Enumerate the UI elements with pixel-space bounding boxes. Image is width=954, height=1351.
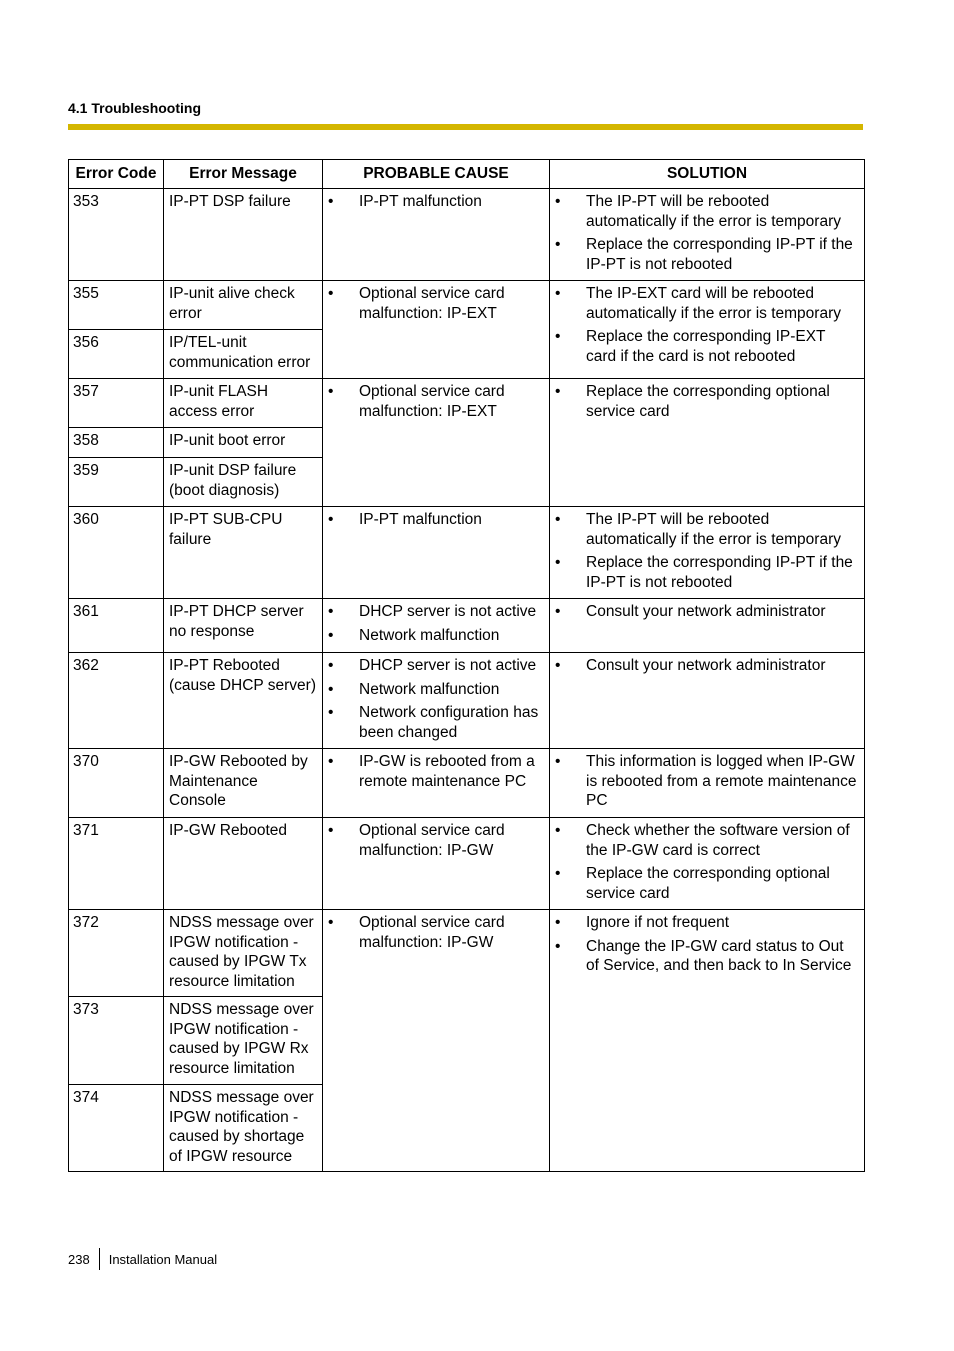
solution-list-item: • Ignore if not frequent <box>555 913 859 933</box>
solution-list <box>555 913 859 976</box>
probable-cause-cell <box>323 281 550 379</box>
error-code-cell: 358 <box>69 428 164 458</box>
probable-cause-cell <box>323 749 550 818</box>
solution-list <box>555 192 859 274</box>
error-message-cell: IP-GW Rebooted by Maintenance Console <box>164 749 323 818</box>
table-row <box>69 818 865 910</box>
error-message-cell: IP-PT Rebooted (cause DHCP server) <box>164 653 323 749</box>
cause-list-item: • Optional service card malfunction: IP-GW <box>328 913 544 952</box>
column-header-solution: SOLUTION <box>550 160 865 189</box>
solution-list-item: • Consult your network administrator <box>555 602 859 622</box>
solution-list-item: • Check whether the software version of the IP-GW card is correct <box>555 821 859 860</box>
cause-list-item: • DHCP server is not active <box>328 656 544 676</box>
solution-list <box>555 821 859 903</box>
error-code-cell: 361 <box>69 599 164 653</box>
solution-cell <box>550 379 865 507</box>
probable-cause-cell <box>323 818 550 910</box>
solution-list-item: • The IP-EXT card will be rebooted automatically if the error is temporary <box>555 284 859 323</box>
solution-list-item: • Replace the corresponding IP-EXT card if the card is not rebooted <box>555 327 859 366</box>
table-row <box>69 189 865 281</box>
solution-list <box>555 510 859 592</box>
error-message-cell: IP-GW Rebooted <box>164 818 323 910</box>
error-message-cell: IP-unit FLASH access error <box>164 379 323 428</box>
solution-list-item: • Change the IP-GW card status to Out of Service, and then back to In Service <box>555 937 859 976</box>
error-message-cell: NDSS message over IPGW notification - caused by shortage of IPGW resource <box>164 1085 323 1172</box>
error-message-cell: IP-unit DSP failure (boot diagnosis) <box>164 458 323 507</box>
error-message-cell: NDSS message over IPGW notification - caused by IPGW Tx resource limitation <box>164 910 323 997</box>
table-row <box>69 910 865 997</box>
cause-list <box>328 602 544 645</box>
error-message-cell: NDSS message over IPGW notification - caused by IPGW Rx resource limitation <box>164 997 323 1085</box>
error-table <box>68 159 865 1172</box>
solution-list-item: • This information is logged when IP-GW is rebooted from a remote maintenance PC <box>555 752 859 811</box>
error-code-cell: 370 <box>69 749 164 818</box>
cause-list-item: • IP-PT malfunction <box>328 510 544 530</box>
solution-cell <box>550 189 865 281</box>
cause-list-item: • Network configuration has been changed <box>328 703 544 742</box>
cause-list <box>328 913 544 952</box>
table-row <box>69 653 865 749</box>
solution-list-item: • The IP-PT will be rebooted automatically if the error is temporary <box>555 510 859 549</box>
cause-list <box>328 284 544 323</box>
error-code-cell: 360 <box>69 507 164 599</box>
table-header-row <box>69 160 865 189</box>
solution-list-item: • Replace the corresponding optional service card <box>555 864 859 903</box>
solution-cell <box>550 281 865 379</box>
error-message-cell: IP/TEL-unit communication error <box>164 330 323 379</box>
cause-list <box>328 510 544 530</box>
error-code-cell: 356 <box>69 330 164 379</box>
probable-cause-cell <box>323 379 550 507</box>
solution-list-item: • The IP-PT will be rebooted automatically if the error is temporary <box>555 192 859 231</box>
cause-list <box>328 752 544 791</box>
probable-cause-cell <box>323 599 550 653</box>
solution-cell <box>550 818 865 910</box>
solution-list <box>555 602 859 622</box>
table-body <box>69 189 865 1172</box>
error-message-cell: IP-PT SUB-CPU failure <box>164 507 323 599</box>
solution-cell <box>550 749 865 818</box>
error-code-cell: 371 <box>69 818 164 910</box>
page-footer <box>68 1248 217 1270</box>
cause-list-item: • Network malfunction <box>328 626 544 646</box>
solution-list-item: • Replace the corresponding IP-PT if the IP-PT is not rebooted <box>555 235 859 274</box>
cause-list-item: • Optional service card malfunction: IP-GW <box>328 821 544 860</box>
cause-list <box>328 656 544 742</box>
section-title: 4.1 Troubleshooting <box>68 100 202 116</box>
cause-list-item: • Optional service card malfunction: IP-EXT <box>328 284 544 323</box>
cause-list-item: • IP-GW is rebooted from a remote maintenance PC <box>328 752 544 791</box>
table-row <box>69 599 865 653</box>
cause-list-item: • DHCP server is not active <box>328 602 544 622</box>
column-header-probable-cause: PROBABLE CAUSE <box>323 160 550 189</box>
probable-cause-cell <box>323 507 550 599</box>
table-row <box>69 749 865 818</box>
solution-list <box>555 284 859 366</box>
page-number: 238 <box>68 1251 90 1267</box>
error-code-cell: 362 <box>69 653 164 749</box>
error-code-cell: 357 <box>69 379 164 428</box>
header-rule <box>68 124 863 130</box>
probable-cause-cell <box>323 189 550 281</box>
table-row <box>69 379 865 428</box>
error-code-cell: 355 <box>69 281 164 330</box>
cause-list-item: • IP-PT malfunction <box>328 192 544 212</box>
column-header-error-message: Error Message <box>164 160 323 189</box>
cause-list-item: • Optional service card malfunction: IP-EXT <box>328 382 544 421</box>
table-row <box>69 281 865 330</box>
error-message-cell: IP-unit alive check error <box>164 281 323 330</box>
table-row <box>69 507 865 599</box>
solution-cell <box>550 507 865 599</box>
cause-list <box>328 821 544 860</box>
cause-list-item: • Network malfunction <box>328 680 544 700</box>
solution-list-item: • Replace the corresponding optional service card <box>555 382 859 421</box>
error-code-cell: 353 <box>69 189 164 281</box>
error-code-cell: 372 <box>69 910 164 997</box>
solution-list <box>555 656 859 676</box>
cause-list <box>328 382 544 421</box>
error-code-cell: 359 <box>69 458 164 507</box>
solution-cell <box>550 653 865 749</box>
solution-list <box>555 752 859 811</box>
error-message-cell: IP-unit boot error <box>164 428 323 458</box>
cause-list <box>328 192 544 212</box>
solution-list-item: • Replace the corresponding IP-PT if the IP-PT is not rebooted <box>555 553 859 592</box>
document-title: Installation Manual <box>108 1251 218 1267</box>
error-code-cell: 373 <box>69 997 164 1085</box>
solution-list <box>555 382 859 421</box>
footer-divider <box>99 1248 100 1270</box>
solution-list-item: • Consult your network administrator <box>555 656 859 676</box>
column-header-error-code: Error Code <box>69 160 164 189</box>
error-message-cell: IP-PT DSP failure <box>164 189 323 281</box>
probable-cause-cell <box>323 910 550 1172</box>
error-code-cell: 374 <box>69 1085 164 1172</box>
error-message-cell: IP-PT DHCP server no response <box>164 599 323 653</box>
solution-cell <box>550 599 865 653</box>
probable-cause-cell <box>323 653 550 749</box>
solution-cell <box>550 910 865 1172</box>
